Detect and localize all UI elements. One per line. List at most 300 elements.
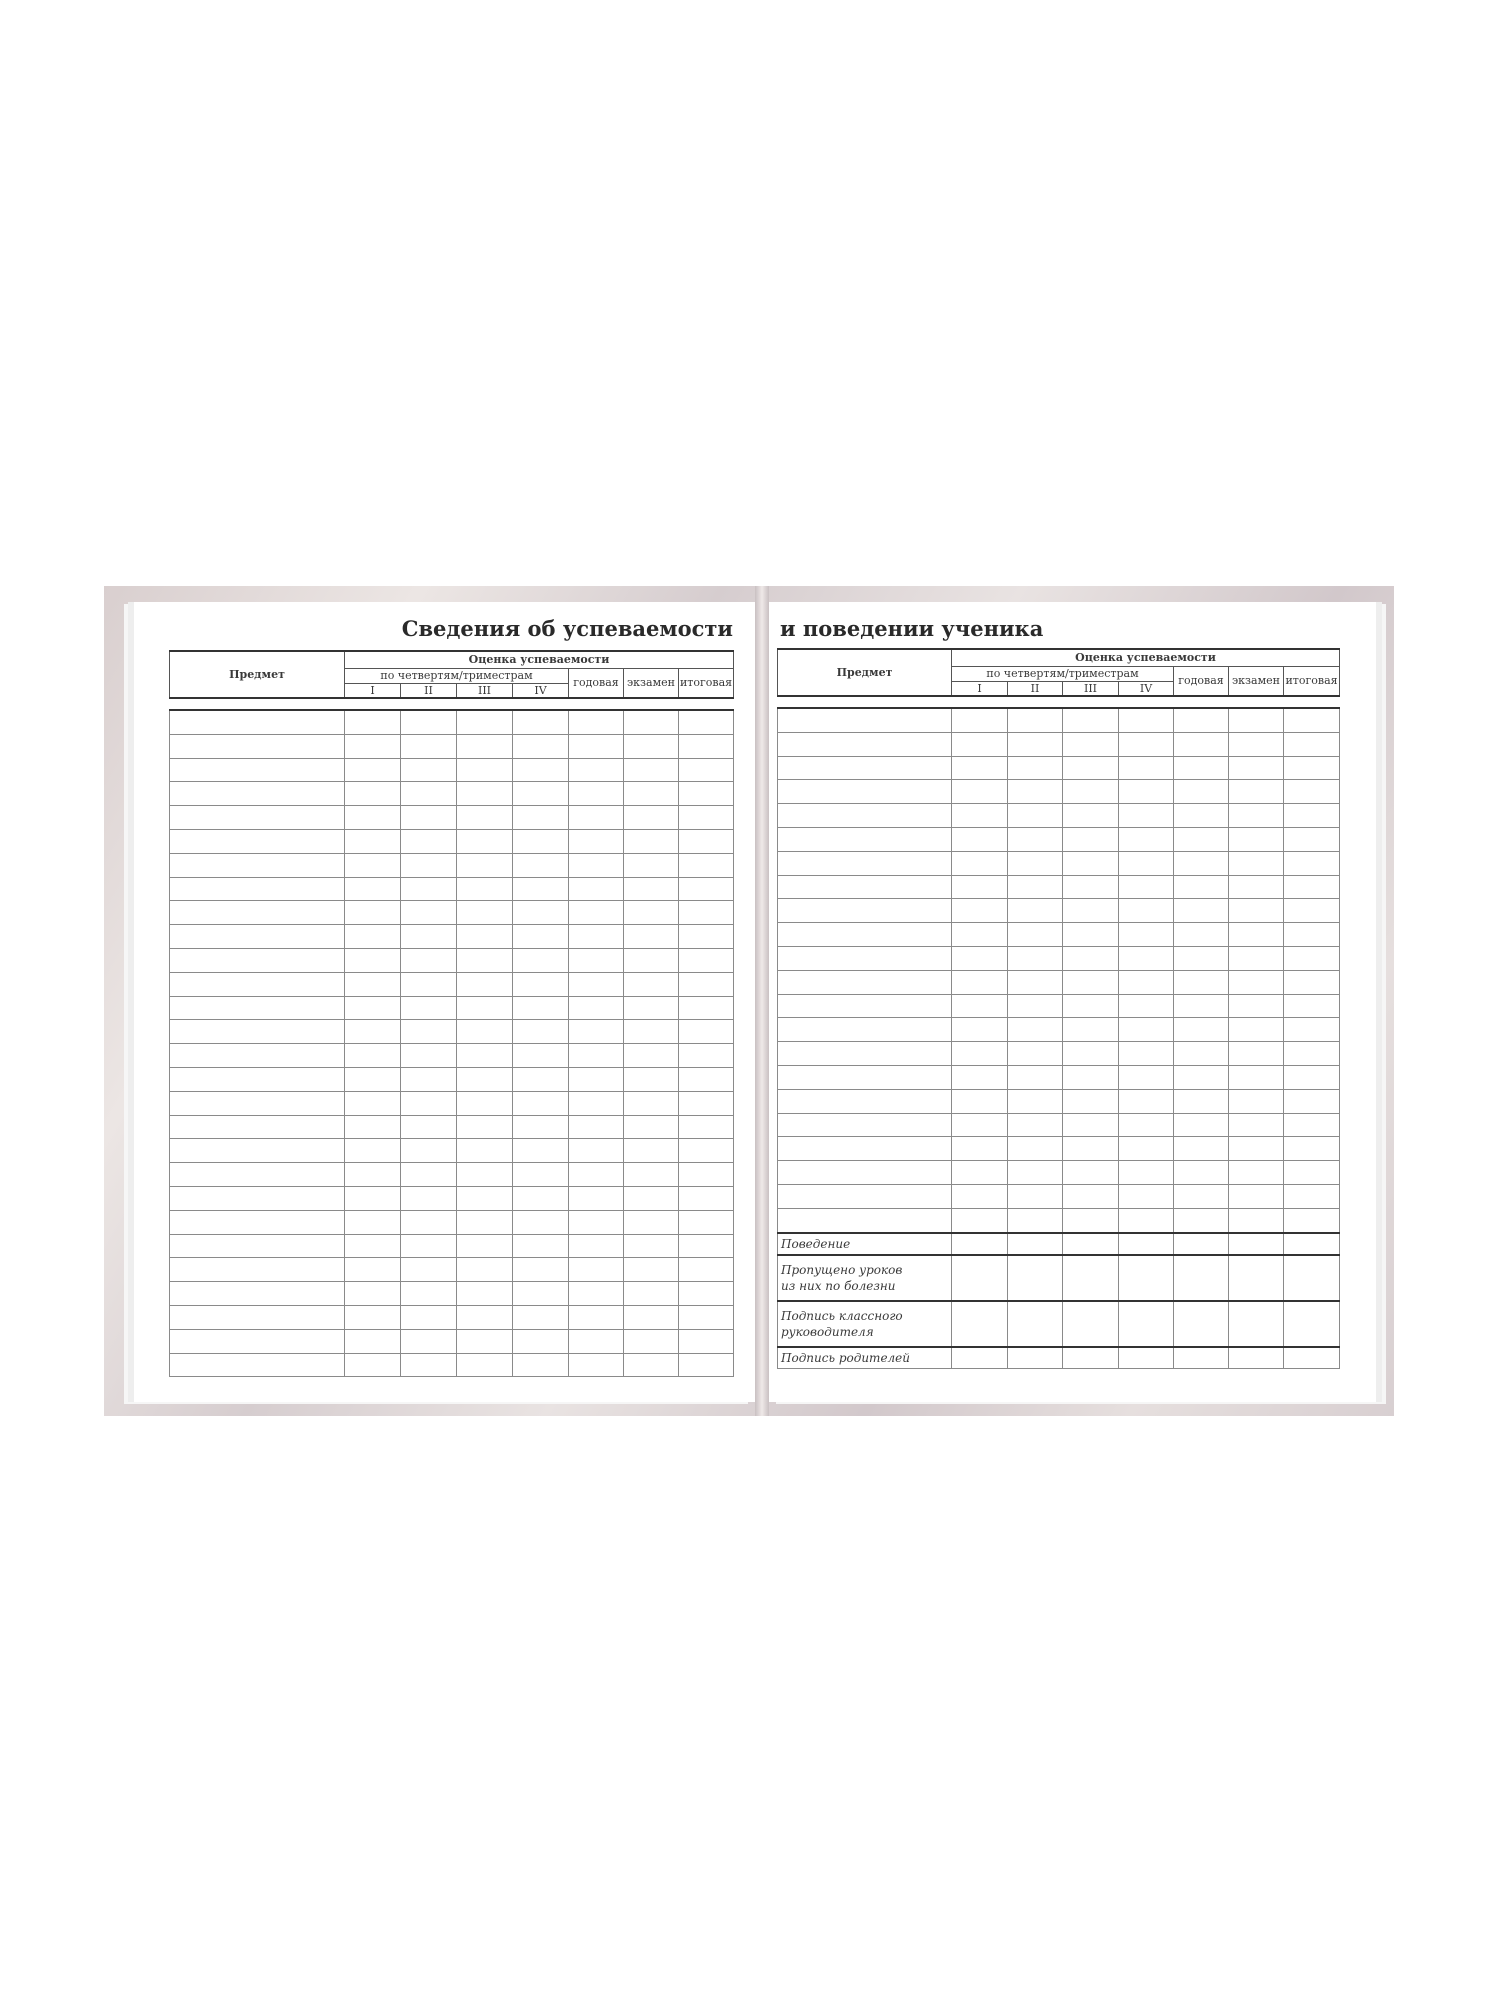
grade-cell <box>952 1208 1008 1232</box>
grade-cell <box>1284 1208 1340 1232</box>
grade-cell <box>457 1234 513 1258</box>
grade-cell <box>1008 946 1063 970</box>
grade-cell <box>401 1044 457 1068</box>
table-row <box>778 708 1340 732</box>
grade-cell <box>1119 875 1174 899</box>
grade-cell <box>1284 732 1340 756</box>
grade-cell <box>624 1091 679 1115</box>
table-row <box>170 853 734 877</box>
grade-cell <box>1063 1089 1119 1113</box>
grade-cell <box>513 1186 569 1210</box>
grade-cell <box>1284 923 1340 947</box>
grade-cell <box>1119 1018 1174 1042</box>
grade-cell <box>624 1067 679 1091</box>
grade-cell <box>401 806 457 830</box>
grade-cell <box>401 1091 457 1115</box>
grade-cell <box>1284 899 1340 923</box>
subject-cell <box>170 901 345 925</box>
grade-cell <box>457 1115 513 1139</box>
grade-cell <box>457 758 513 782</box>
grade-cell <box>679 1258 734 1282</box>
grade-cell <box>1284 1065 1340 1089</box>
table-row <box>778 827 1340 851</box>
grade-cell <box>1284 780 1340 804</box>
grade-cell <box>1229 756 1284 780</box>
table-row <box>778 756 1340 780</box>
grade-cell <box>513 782 569 806</box>
grade-cell <box>1063 708 1119 732</box>
subject-cell <box>778 732 952 756</box>
table-row <box>778 970 1340 994</box>
table-row <box>778 899 1340 923</box>
table-row <box>170 758 734 782</box>
grade-cell <box>1119 899 1174 923</box>
grade-cell <box>624 925 679 949</box>
subject-cell <box>170 734 345 758</box>
subject-cell <box>778 756 952 780</box>
grade-cell <box>1119 946 1174 970</box>
quarter-3-header: III <box>457 683 513 698</box>
table-row <box>170 1329 734 1353</box>
grade-cell <box>457 1329 513 1353</box>
grade-cell <box>1119 1137 1174 1161</box>
grade-cell <box>952 827 1008 851</box>
grade-cell <box>1229 1089 1284 1113</box>
grade-cell <box>457 1067 513 1091</box>
grade-cell <box>1174 1184 1229 1208</box>
grade-cell <box>679 1091 734 1115</box>
grade-cell <box>513 1282 569 1306</box>
grade-cell <box>1119 804 1174 828</box>
subject-cell <box>170 877 345 901</box>
grade-cell <box>569 1163 624 1187</box>
subject-cell <box>778 804 952 828</box>
behavior-label: Поведение <box>778 1233 952 1255</box>
grade-cell <box>624 1329 679 1353</box>
grade-cell <box>513 1258 569 1282</box>
grade-cell <box>1174 1113 1229 1137</box>
subject-cell <box>170 925 345 949</box>
grade-cell <box>401 1353 457 1377</box>
grade-cell <box>457 1044 513 1068</box>
grade-cell <box>513 1305 569 1329</box>
grade-cell <box>457 734 513 758</box>
grade-cell <box>1284 994 1340 1018</box>
grade-cell <box>1229 875 1284 899</box>
quarters-header: по четвертям/триместрам <box>952 666 1174 681</box>
subject-cell <box>170 710 345 734</box>
grade-cell <box>1008 827 1063 851</box>
table-row <box>170 1282 734 1306</box>
grade-cell <box>345 925 401 949</box>
grade-cell <box>401 758 457 782</box>
grade-cell <box>1008 1042 1063 1066</box>
grade-cell <box>1008 732 1063 756</box>
table-row <box>170 1353 734 1377</box>
table-row <box>170 1020 734 1044</box>
grade-cell <box>679 1020 734 1044</box>
grade-cell <box>679 948 734 972</box>
table-row <box>170 1305 734 1329</box>
grade-cell <box>679 1234 734 1258</box>
table-row <box>778 875 1340 899</box>
grade-cell <box>952 708 1008 732</box>
table-row <box>778 1065 1340 1089</box>
grade-cell <box>952 970 1008 994</box>
grade-cell <box>1229 994 1284 1018</box>
grade-cell <box>345 734 401 758</box>
quarter-1-header: I <box>345 683 401 698</box>
table-row <box>778 1042 1340 1066</box>
grade-cell <box>569 829 624 853</box>
grade-cell <box>569 1044 624 1068</box>
subject-cell <box>778 827 952 851</box>
table-row <box>170 972 734 996</box>
grade-cell <box>1284 946 1340 970</box>
subject-cell <box>170 1115 345 1139</box>
grade-cell <box>1063 1161 1119 1185</box>
header-spacer <box>170 698 734 710</box>
grade-cell <box>1063 804 1119 828</box>
grade-cell <box>1284 1018 1340 1042</box>
grade-cell <box>624 1305 679 1329</box>
subject-header: Предмет <box>170 651 345 698</box>
subject-cell <box>170 996 345 1020</box>
grade-cell <box>513 1067 569 1091</box>
grade-cell <box>1119 994 1174 1018</box>
grade-cell <box>1119 708 1174 732</box>
grade-cell <box>1229 1137 1284 1161</box>
grade-cell <box>624 877 679 901</box>
grade-cell <box>1174 1042 1229 1066</box>
grade-cell <box>1008 970 1063 994</box>
grade-cell <box>1119 827 1174 851</box>
quarter-2-header: II <box>1008 681 1063 696</box>
grade-cell <box>1229 1018 1284 1042</box>
table-row <box>778 923 1340 947</box>
grade-cell <box>345 758 401 782</box>
subject-cell <box>778 1113 952 1137</box>
subject-cell <box>170 1353 345 1377</box>
grade-cell <box>1119 851 1174 875</box>
subject-cell <box>170 1163 345 1187</box>
table-row <box>170 710 734 734</box>
quarter-1-header: I <box>952 681 1008 696</box>
grade-cell <box>457 1210 513 1234</box>
table-row <box>778 1184 1340 1208</box>
subject-cell <box>778 1042 952 1066</box>
grade-cell <box>1174 946 1229 970</box>
subject-cell <box>778 1184 952 1208</box>
grade-cell <box>345 1067 401 1091</box>
subject-cell <box>170 1329 345 1353</box>
grade-cell <box>401 829 457 853</box>
grades-table-left <box>169 650 734 1377</box>
grade-cell <box>401 1067 457 1091</box>
grade-cell <box>624 1353 679 1377</box>
grade-cell <box>569 1234 624 1258</box>
subject-cell <box>778 946 952 970</box>
grade-cell <box>624 853 679 877</box>
teacher-signature-label: Подпись классного руководителя <box>778 1301 952 1347</box>
grade-cell <box>952 1184 1008 1208</box>
final-header: итоговая <box>1284 666 1340 696</box>
grade-cell <box>1174 851 1229 875</box>
grade-cell <box>345 1091 401 1115</box>
grade-cell <box>679 758 734 782</box>
grade-cell <box>569 1139 624 1163</box>
annual-header: годовая <box>1174 666 1229 696</box>
grade-cell <box>1229 804 1284 828</box>
grade-cell <box>624 1186 679 1210</box>
grade-cell <box>952 899 1008 923</box>
grade-cell <box>569 1115 624 1139</box>
grade-cell <box>569 948 624 972</box>
grade-cell <box>679 901 734 925</box>
table-row <box>170 782 734 806</box>
table-row <box>170 1139 734 1163</box>
grade-cell <box>401 972 457 996</box>
grade-cell <box>345 829 401 853</box>
grade-cell <box>1174 1137 1229 1161</box>
grade-cell <box>1284 851 1340 875</box>
grade-cell <box>1063 923 1119 947</box>
grade-cell <box>513 829 569 853</box>
grade-cell <box>345 710 401 734</box>
subject-cell <box>778 923 952 947</box>
grade-cell <box>1284 708 1340 732</box>
grade-cell <box>1063 946 1119 970</box>
page-title-left: Сведения об успеваемости <box>401 616 733 641</box>
parent-signature-row <box>778 1347 1340 1369</box>
grade-cell <box>513 1234 569 1258</box>
grade-cell <box>679 996 734 1020</box>
grade-cell <box>1063 875 1119 899</box>
table-row <box>170 925 734 949</box>
grade-cell <box>1229 1161 1284 1185</box>
grade-cell <box>679 710 734 734</box>
grade-cell <box>401 1186 457 1210</box>
grade-cell <box>457 1186 513 1210</box>
page-title-right: и поведении ученика <box>780 616 1044 641</box>
grade-cell <box>401 1305 457 1329</box>
grade-cell <box>624 782 679 806</box>
table-row <box>170 1258 734 1282</box>
subject-cell <box>170 829 345 853</box>
subject-cell <box>778 1161 952 1185</box>
grade-cell <box>457 1163 513 1187</box>
grade-cell <box>345 1282 401 1306</box>
grade-cell <box>345 1258 401 1282</box>
grade-cell <box>345 996 401 1020</box>
grade-cell <box>1174 1065 1229 1089</box>
grade-cell <box>1229 827 1284 851</box>
grade-cell <box>457 1353 513 1377</box>
grade-cell <box>1008 923 1063 947</box>
table-row <box>170 901 734 925</box>
grade-cell <box>1174 1018 1229 1042</box>
grade-cell <box>401 925 457 949</box>
grade-cell <box>1008 851 1063 875</box>
grade-cell <box>1063 1113 1119 1137</box>
grade-cell <box>513 948 569 972</box>
subject-cell <box>778 1089 952 1113</box>
grade-cell <box>1008 994 1063 1018</box>
grade-cell <box>345 1115 401 1139</box>
subject-cell <box>170 1044 345 1068</box>
subject-cell <box>170 782 345 806</box>
grade-cell <box>345 877 401 901</box>
grade-cell <box>1119 1208 1174 1232</box>
grade-cell <box>401 734 457 758</box>
grade-cell <box>952 994 1008 1018</box>
exam-header: экзамен <box>624 668 679 698</box>
grade-cell <box>457 996 513 1020</box>
grade-cell <box>569 901 624 925</box>
grade-cell <box>679 1353 734 1377</box>
subject-cell <box>170 1020 345 1044</box>
grade-cell <box>1229 946 1284 970</box>
table-row <box>778 1208 1340 1232</box>
table-row <box>778 1089 1340 1113</box>
grade-cell <box>345 948 401 972</box>
grade-cell <box>1284 827 1340 851</box>
subject-cell <box>170 948 345 972</box>
subject-cell <box>170 1258 345 1282</box>
grade-cell <box>457 877 513 901</box>
grade-cell <box>1063 827 1119 851</box>
table-row <box>170 877 734 901</box>
grade-cell <box>1284 1161 1340 1185</box>
grade-cell <box>1063 1137 1119 1161</box>
grade-header: Оценка успеваемости <box>952 649 1340 666</box>
grade-cell <box>513 806 569 830</box>
grade-cell <box>1174 780 1229 804</box>
grade-cell <box>1063 1208 1119 1232</box>
grade-cell <box>569 1305 624 1329</box>
grade-cell <box>569 972 624 996</box>
grade-cell <box>401 1329 457 1353</box>
grade-cell <box>457 1020 513 1044</box>
grade-cell <box>952 804 1008 828</box>
grade-cell <box>513 758 569 782</box>
table-row <box>778 804 1340 828</box>
grade-cell <box>1063 1018 1119 1042</box>
grade-cell <box>1174 708 1229 732</box>
grade-cell <box>569 925 624 949</box>
grade-cell <box>1008 899 1063 923</box>
grade-cell <box>952 1089 1008 1113</box>
grade-cell <box>1174 756 1229 780</box>
grade-cell <box>679 782 734 806</box>
grade-cell <box>569 1282 624 1306</box>
grade-cell <box>624 734 679 758</box>
grade-cell <box>624 948 679 972</box>
subject-cell <box>170 1186 345 1210</box>
grade-cell <box>569 758 624 782</box>
grade-cell <box>624 1210 679 1234</box>
grade-cell <box>624 1115 679 1139</box>
subject-cell <box>170 1305 345 1329</box>
grade-cell <box>569 877 624 901</box>
grade-cell <box>1174 827 1229 851</box>
grade-cell <box>1008 708 1063 732</box>
grade-cell <box>624 1163 679 1187</box>
grade-cell <box>952 875 1008 899</box>
grade-cell <box>1174 875 1229 899</box>
grade-cell <box>513 996 569 1020</box>
grade-cell <box>1008 875 1063 899</box>
subject-cell <box>778 970 952 994</box>
grade-cell <box>1119 923 1174 947</box>
grade-cell <box>457 948 513 972</box>
grade-cell <box>513 901 569 925</box>
grade-cell <box>513 1210 569 1234</box>
table-row <box>170 829 734 853</box>
grade-cell <box>345 806 401 830</box>
grade-cell <box>569 1353 624 1377</box>
grade-cell <box>1119 1161 1174 1185</box>
teacher-signature-row <box>778 1301 1340 1347</box>
grade-cell <box>457 925 513 949</box>
grade-cell <box>1063 756 1119 780</box>
grade-cell <box>679 1044 734 1068</box>
table-row <box>778 780 1340 804</box>
grade-cell <box>1284 970 1340 994</box>
grade-cell <box>679 877 734 901</box>
grade-cell <box>679 1186 734 1210</box>
grade-cell <box>1229 923 1284 947</box>
grade-cell <box>1008 780 1063 804</box>
grade-cell <box>624 972 679 996</box>
subject-cell <box>170 853 345 877</box>
grade-cell <box>513 1115 569 1139</box>
grade-cell <box>1119 1113 1174 1137</box>
table-row <box>170 1115 734 1139</box>
grade-cell <box>1229 851 1284 875</box>
quarters-header: по четвертям/триместрам <box>345 668 569 683</box>
grade-cell <box>1119 1065 1174 1089</box>
grade-cell <box>457 1282 513 1306</box>
table-row <box>778 946 1340 970</box>
grade-cell <box>457 853 513 877</box>
grade-cell <box>569 996 624 1020</box>
table-row <box>170 1210 734 1234</box>
grade-cell <box>457 829 513 853</box>
grade-cell <box>1008 1208 1063 1232</box>
grade-cell <box>1008 756 1063 780</box>
grade-cell <box>1119 970 1174 994</box>
table-row <box>170 1044 734 1068</box>
table-row <box>170 996 734 1020</box>
grade-cell <box>401 1258 457 1282</box>
grade-cell <box>1229 732 1284 756</box>
grade-cell <box>513 972 569 996</box>
grade-cell <box>679 1115 734 1139</box>
grade-cell <box>401 1163 457 1187</box>
grade-cell <box>569 1258 624 1282</box>
grade-cell <box>952 732 1008 756</box>
grade-cell <box>1119 1042 1174 1066</box>
grade-cell <box>1119 1184 1174 1208</box>
exam-header: экзамен <box>1229 666 1284 696</box>
grades-table-right <box>777 648 1340 1369</box>
grade-cell <box>1119 732 1174 756</box>
grade-cell <box>1008 1161 1063 1185</box>
parent-signature-label: Подпись родителей <box>778 1347 952 1369</box>
grade-cell <box>1284 1089 1340 1113</box>
header-spacer <box>778 696 1340 708</box>
